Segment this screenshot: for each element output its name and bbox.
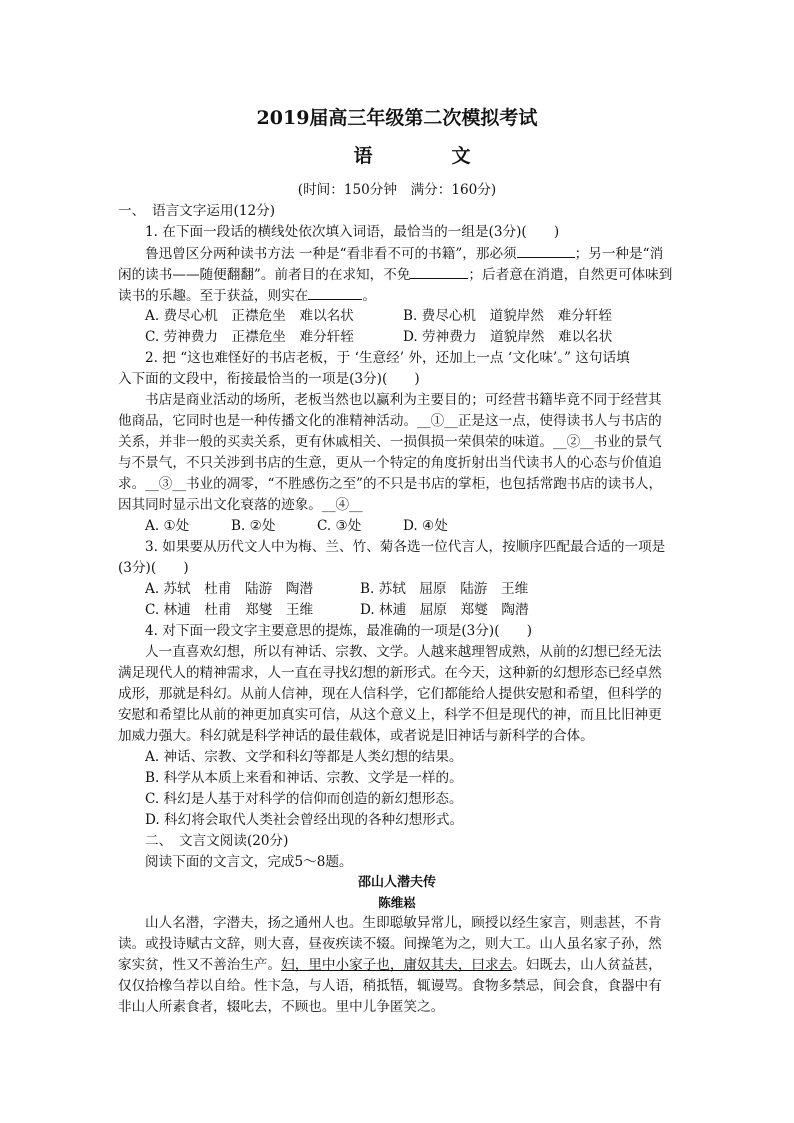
question-2-passage-line: 求。__③__书业的凋零，“不胜感伤之至”的不只是书店的掌柜，也包括常跑书店的读书人， (118, 476, 663, 492)
question-2-passage-line: 书店是商业活动的场所，老板当然也以赢利为主要目的；可经营书籍毕竟不同于经营其 (145, 392, 662, 408)
question-1-line: 读书的乐趣。至于获益，则实在 。 (118, 285, 376, 306)
question-1-line: 鲁迅曾区分两种读书方法 一种是“看非看不可的书籍”，那必须 ；另一种是“消 (145, 243, 663, 264)
question-1-options-row (145, 306, 612, 326)
option-a: A. 苏轼 杜甫 陆游 陶潜 (145, 581, 313, 597)
passage-line: 山人名潜，字潜夫，扬之通州人也。生即聪敏异常儿，顾授以经生家言，则恚甚，不肯 (145, 915, 662, 931)
question-4-passage-line: 人一直喜欢幻想，所以有神话、宗教、文学。人越来越理智成熟，从前的幻想已经无法 (145, 644, 662, 660)
option-a: A. 费尽心机 正襟危坐 难以名状 (145, 308, 354, 324)
answer-blank (517, 243, 575, 258)
question-2-passage-line: 关系，并非一般的买卖关系，更有休戚相关、一损俱损一荣俱荣的味道。__②__书业的景气 (118, 434, 662, 450)
option-b: B. ②处 (231, 518, 276, 534)
question-3-stem: 3. 如果要从历代文人中为梅、兰、竹、菊各选一位代言人，按顺序匹配最合适的一项是 (145, 539, 666, 555)
section-heading-2: 二、 文言文阅读(20分) (145, 833, 289, 849)
option-a: A. ①处 (145, 518, 190, 534)
passage-line: 读。或投诗赋古文辞，则大喜，昼夜疾读不辍。间操笔为之，则大工。山人虽名家子孙，然 (118, 936, 662, 952)
option-c: C. 林逋 杜甫 郑燮 王维 (145, 602, 314, 618)
subject-title: 语 文 (353, 145, 501, 167)
answer-blank (308, 285, 362, 300)
question-4-passage-line: 满足现代人的精神需求，人一直在寻找幻想的新形式。在今天，这种新的幻想形态已经卓然 (118, 665, 662, 681)
question-1-options-row (145, 327, 612, 347)
question-3-options-row (145, 600, 529, 620)
option-b: B. 科学从本质上来看和神话、宗教、文学是一样的。 (145, 770, 463, 786)
option-c: C. 劳神费力 正襟危坐 难分轩轾 (145, 329, 354, 345)
question-1-stem: 1. 在下面一段话的横线处依次填入词语，最恰当的一组是(3分)( ) (145, 224, 560, 240)
gap-marker-1: __①__ (417, 413, 458, 429)
question-4-passage-line: 安慰和希望比从前的神更加真实可信，从这个意义上，科学不但是现代的神，而且比旧神更 (118, 707, 662, 723)
question-2-passage-line: 因其同时显示出文化衰落的迹象。__④__ (118, 497, 363, 513)
question-4-passage-line: 加威力强大。科幻就是科学神话的最佳载体，或者说是旧神话与新科学的合体。 (118, 728, 594, 744)
option-a: A. 神话、宗教、文学和科幻等都是人类幻想的结果。 (145, 749, 463, 765)
passage-title: 邵山人潜夫传 (357, 875, 436, 890)
question-2-stem: 入下面的文段中，衔接最恰当的一项是(3分)( ) (118, 371, 420, 387)
question-2-passage-line: 他商品，它同时也是一种传播文化的准精神活动。__①__正是这一点，使得读书人与书店的 (118, 413, 662, 429)
option-c: C. 科幻是人基于对科学的信仰而创造的新幻想形态。 (145, 791, 463, 807)
option-d: D. 劳神费力 道貌岸然 难以名状 (403, 329, 613, 345)
option-b: B. 苏轼 屈原 陆游 王维 (360, 581, 529, 597)
gap-marker-3: __③__ (145, 476, 186, 492)
underlined-sentence: 妇，里中小家子也，庸奴其夫，曰求去 (281, 957, 513, 973)
option-c: C. ③处 (317, 518, 362, 534)
question-3-stem: (3分)( ) (118, 560, 189, 576)
passage-line: 仅仅拾橡刍荐以自给。性卞急，与人语，稍抵牾，辄谩骂。食物多禁忌，间会食，食器中有 (118, 978, 662, 994)
passage-line: 非山人所素食者，辍叱去，不顾也。里中儿争匿笑之。 (118, 999, 445, 1015)
question-4-stem: 4. 对下面一段文字主要意思的提炼，最准确的一项是(3分)( ) (145, 623, 532, 639)
gap-marker-4: __④__ (321, 497, 363, 513)
question-1-line: 闲的读书——随便翻翻”。前者目的在求知，不免 ；后者意在消遣，自然更可体味到 (118, 264, 672, 285)
exam-title: 2019届高三年级第二次模拟考试 (256, 107, 538, 129)
option-d: D. ④处 (403, 518, 448, 534)
option-b: B. 费尽心机 道貌岸然 难分轩轾 (403, 308, 612, 324)
question-2-passage-line: 与不景气，不只关涉到书店的生意，更从一个特定的角度折射出当代读书人的心态与价值追 (118, 455, 662, 471)
reading-instruction: 阅读下面的文言文，完成5～8题。 (145, 854, 353, 870)
exam-info: (时间：150分钟 满分：160分) (297, 182, 497, 198)
answer-blank (410, 264, 468, 279)
option-d: D. 科幻将会取代人类社会曾经出现的各种幻想形式。 (145, 812, 464, 828)
question-2-stem: 2. 把 “这也难怪好的书店老板，于 ‘生意经’ 外，还加上一点 ‘文化味’。” 这句话填 (145, 350, 630, 366)
gap-marker-2: __②__ (553, 434, 594, 450)
question-2-options-row (145, 516, 448, 536)
passage-line: 家实贫，性又不善治生产。妇，里中小家子也，庸奴其夫，曰求去。妇既去，山人贫益甚， (118, 957, 662, 973)
passage-author: 陈维崧 (378, 895, 416, 910)
question-4-passage-line: 成形，那就是科幻。从前人信神，现在人信科学，它们都能给人提供安慰和希望，但科学的 (118, 686, 662, 702)
question-3-options-row (145, 579, 528, 599)
section-heading-1: 一、 语言文字运用(12分) (118, 203, 276, 219)
option-d: D. 林逋 屈原 郑燮 陶潜 (360, 602, 529, 618)
